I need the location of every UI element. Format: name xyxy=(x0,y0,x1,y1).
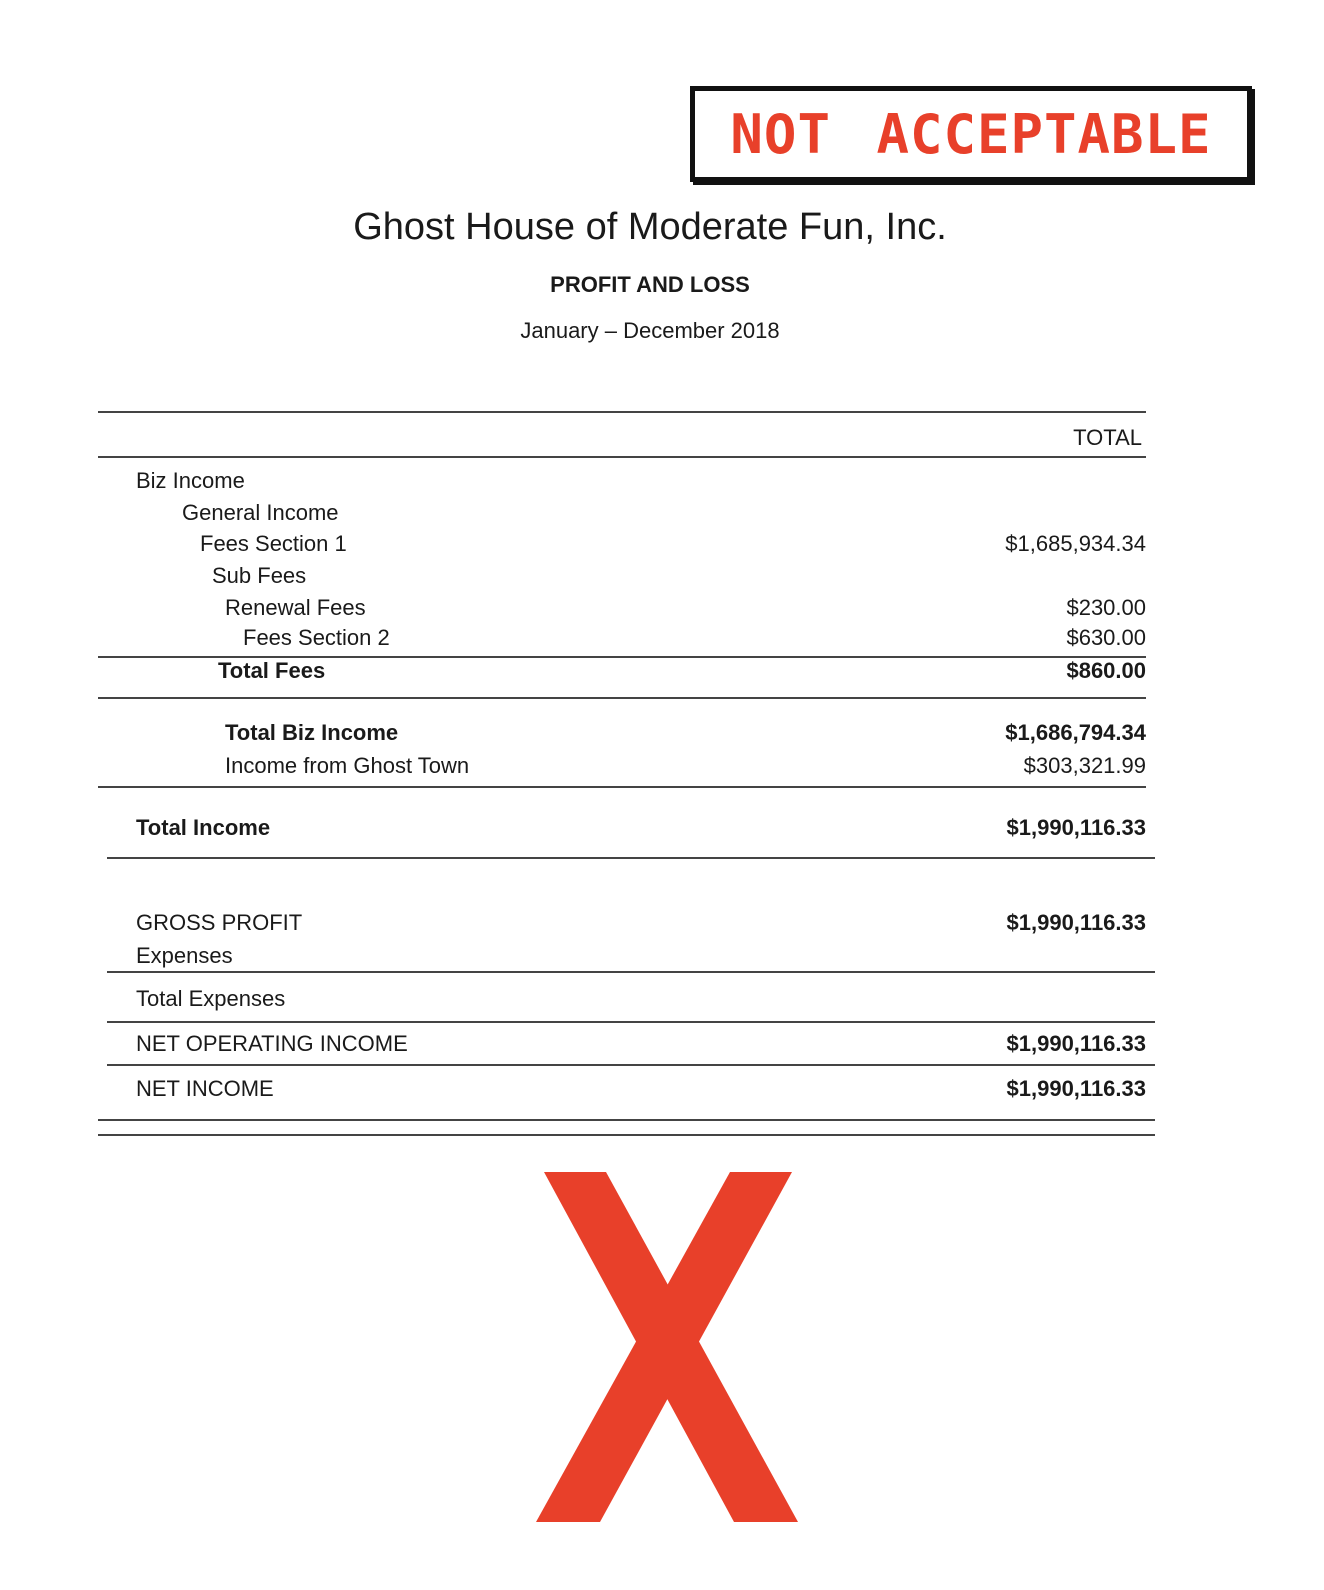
table-bottom-rule-2 xyxy=(98,1134,1155,1136)
row-gross-profit-label: GROSS PROFIT xyxy=(136,910,303,935)
row-total-income-amount: $1,990,116.33 xyxy=(1006,815,1146,840)
row-total-biz-income-amount: $1,686,794.34 xyxy=(1005,720,1146,745)
row-net-operating-income-label: NET OPERATING INCOME xyxy=(136,1031,408,1056)
row-gross-profit-amount: $1,990,116.33 xyxy=(1006,910,1146,935)
row-fees-section-2-label: Fees Section 2 xyxy=(243,625,390,650)
row-fees-section-1-amount: $1,685,934.34 xyxy=(1005,531,1146,556)
column-header-total: TOTAL xyxy=(1073,425,1142,450)
row-fees-section-1-label: Fees Section 1 xyxy=(200,531,347,556)
table-top-rule xyxy=(98,411,1146,413)
row-net-income-amount: $1,990,116.33 xyxy=(1006,1076,1146,1101)
row-total-fees-amount: $860.00 xyxy=(1066,658,1146,683)
row-income-ghost-town-label: Income from Ghost Town xyxy=(225,753,470,778)
row-sub-fees-label: Sub Fees xyxy=(212,563,307,588)
stamp-text: NOT ACCEPTABLE xyxy=(730,102,1212,166)
table-bottom-rule-1 xyxy=(98,1119,1155,1121)
row-total-biz-income-label: Total Biz Income xyxy=(225,720,399,745)
not-acceptable-stamp xyxy=(690,86,1252,182)
row-income-ghost-town-amount: $303,321.99 xyxy=(1023,753,1146,778)
row-total-expenses-label: Total Expenses xyxy=(136,986,286,1011)
total-fees-bottom-rule xyxy=(98,697,1146,699)
row-biz-income-label: Biz Income xyxy=(136,468,245,493)
row-renewal-fees-label: Renewal Fees xyxy=(225,595,366,620)
net-income-top-rule xyxy=(107,1064,1155,1066)
total-income-top-rule xyxy=(98,786,1146,788)
row-total-income-label: Total Income xyxy=(136,815,271,840)
row-net-operating-income-amount: $1,990,116.33 xyxy=(1006,1031,1146,1056)
total-income-bottom-rule xyxy=(107,857,1155,859)
company-name: Ghost House of Moderate Fun, Inc. xyxy=(353,206,947,248)
report-period: January – December 2018 xyxy=(520,318,780,343)
red-x-icon xyxy=(530,1170,810,1530)
net-operating-top-rule xyxy=(107,1021,1155,1023)
report-title: PROFIT AND LOSS xyxy=(550,272,750,297)
row-renewal-fees-amount: $230.00 xyxy=(1066,595,1146,620)
row-total-fees-label: Total Fees xyxy=(218,658,326,683)
row-net-income-label: NET INCOME xyxy=(136,1076,274,1101)
header-bottom-rule xyxy=(98,456,1146,458)
row-expenses-label: Expenses xyxy=(136,943,233,968)
row-fees-section-2-amount: $630.00 xyxy=(1066,625,1146,650)
total-expenses-top-rule xyxy=(107,971,1155,973)
row-general-income-label: General Income xyxy=(182,500,339,525)
